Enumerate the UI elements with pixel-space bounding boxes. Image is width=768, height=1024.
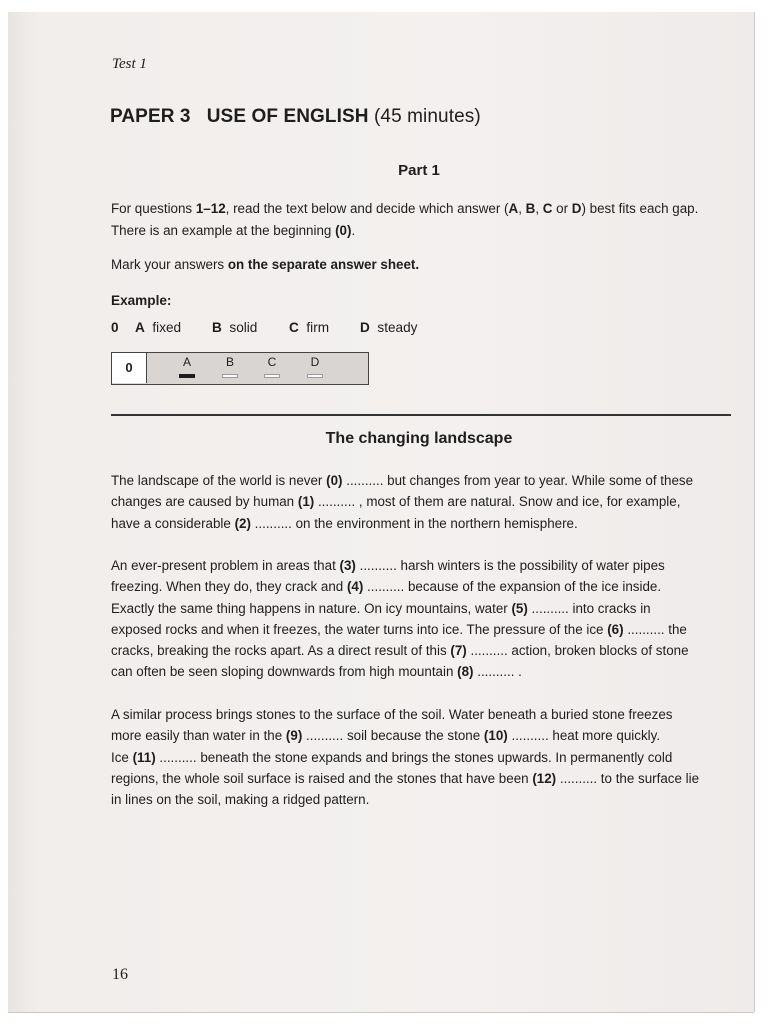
example-option-d [360, 320, 417, 335]
example-option-a [135, 320, 181, 335]
answer-sheet-note: on the separate answer sheet. [227, 257, 420, 272]
text-segment: .......... heat more quickly. [507, 728, 661, 744]
answer-lozenge-a [179, 374, 195, 378]
text-paragraph-2 [111, 555, 731, 683]
instructions-text: Mark your answers [111, 257, 228, 272]
text-line [111, 555, 731, 576]
gap-number: (1) [297, 494, 315, 510]
text-segment: changes are caused by human [111, 494, 298, 510]
instructions-text: , read the text below and decide which answer ( [225, 201, 509, 216]
text-segment: .......... harsh winters is the possibility of water pipes [355, 558, 665, 573]
text-line [111, 725, 731, 746]
instructions-text: . [351, 222, 356, 238]
text-segment: .......... on the environment in the northern hemisphere. [250, 515, 578, 531]
gap-number: (8) [457, 664, 474, 680]
text-line [111, 619, 731, 640]
gap-number: (12) [532, 770, 557, 786]
paper-title [110, 106, 481, 128]
text-line [111, 598, 731, 619]
answer-lozenge-c [264, 374, 280, 378]
option-letter: A [135, 320, 145, 335]
gap-number: (9) [285, 728, 303, 744]
instructions-line-1 [111, 198, 698, 220]
text-line [111, 576, 731, 597]
answer-lozenge-d [307, 374, 323, 378]
gap-number: (2) [234, 515, 251, 531]
gap-number: (6) [607, 621, 624, 637]
text-line [111, 661, 731, 682]
answer-letter-b: B [225, 355, 234, 369]
instructions-text: ) best fits each gap. [581, 201, 699, 216]
answer-lozenge-b [222, 374, 238, 378]
text-segment: .......... soil because the stone [302, 728, 484, 744]
text-line [111, 513, 731, 534]
answer-letter-c: C [267, 355, 277, 369]
option-letter: C [289, 320, 299, 335]
option-letter: C [542, 201, 553, 216]
example-answer-box [111, 352, 369, 385]
text-segment: regions, the whole soil surface is raised and the stones that have been [111, 770, 533, 786]
instructions-text: or [552, 201, 572, 216]
text-line [111, 747, 731, 768]
text-segment: .......... action, broken blocks of stone [466, 643, 689, 659]
option-word: fixed [152, 320, 182, 335]
text-line [111, 640, 731, 661]
option-letter: B [212, 320, 222, 335]
gap-number: (4) [346, 579, 364, 595]
text-segment: in lines on the soil, making a ridged pattern. [111, 792, 370, 808]
text-segment: An ever-present problem in areas that [111, 558, 340, 573]
text-segment: Ice [111, 749, 133, 765]
option-word: solid [229, 320, 258, 335]
text-segment: .......... to the surface lie [556, 770, 700, 786]
running-head: Test 1 [112, 56, 147, 72]
text-segment: .......... but changes from year to year. While some of these [342, 473, 694, 488]
mark-answers-instruction [111, 254, 419, 276]
text-segment: .......... , most of them are natural. Snow and ice, for example, [314, 494, 681, 510]
option-letter: A [508, 201, 519, 216]
text-segment: .......... beneath the stone expands and brings the stones upwards. In permanently cold [155, 749, 673, 765]
example-options [111, 320, 431, 340]
exam-page [8, 12, 754, 1012]
section-divider [111, 414, 731, 416]
option-letter: B [525, 201, 536, 216]
text-line [111, 470, 731, 491]
text-segment: .......... the [623, 621, 687, 637]
gap-number: (3) [339, 558, 356, 573]
text-segment: freezing. When they do, they crack and [111, 579, 347, 595]
text-segment: exposed rocks and when it freezes, the water turns into ice. The pressure of the ice [111, 621, 608, 637]
gap-number: (11) [132, 749, 156, 765]
text-paragraph-3 [111, 704, 731, 810]
page-number: 16 [112, 966, 128, 983]
option-word: firm [306, 320, 330, 335]
text-line [111, 768, 731, 789]
paper-duration: (45 minutes) [373, 106, 481, 127]
option-letter: D [360, 320, 370, 335]
text-line [111, 491, 731, 512]
instructions-text: , [535, 201, 543, 216]
instructions [111, 198, 698, 241]
text-line [111, 789, 731, 810]
instructions-text: There is an example at the beginning [111, 222, 336, 238]
paper-title-text: PAPER 3 USE OF ENGLISH [110, 106, 369, 127]
text-paragraph-1 [111, 470, 731, 534]
text-segment: can often be seen sloping downwards from high mountain [111, 664, 458, 680]
text-segment: Exactly the same thing happens in nature. On icy mountains, water [111, 600, 512, 616]
text-title: The changing landscape [325, 430, 513, 447]
answer-letter-d: D [310, 355, 320, 369]
text-line [111, 704, 731, 725]
answer-letter-a: A [182, 355, 191, 369]
text-segment: A similar process brings stones to the surface of the soil. Water beneath a buried stone freezes [111, 707, 673, 722]
answer-box-number: 0 [112, 353, 147, 383]
gap-number: (0) [326, 473, 343, 488]
gap-number: (7) [450, 643, 467, 659]
example-number: 0 [111, 320, 119, 335]
part-heading: Part 1 [398, 162, 440, 179]
option-letter: D [571, 201, 582, 216]
question-range: 1–12 [195, 201, 226, 216]
gap-number: (10) [483, 728, 508, 744]
instructions-text: , [518, 201, 526, 216]
text-segment: .......... because of the expansion of the ice inside. [363, 579, 662, 595]
example-label: Example: [111, 293, 172, 308]
option-word: steady [377, 320, 418, 335]
text-segment: The landscape of the world is never [111, 473, 327, 488]
example-option-c [289, 320, 329, 335]
text-segment: .......... . [473, 664, 522, 680]
instructions-line-2 [111, 220, 698, 242]
text-segment: more easily than water in the [111, 728, 286, 744]
text-segment: cracks, breaking the rocks apart. As a direct result of this [111, 643, 451, 659]
text-segment: have a considerable [111, 515, 235, 531]
example-option-b [212, 320, 257, 335]
instructions-text: For questions [111, 201, 196, 216]
gap-number: (5) [511, 600, 528, 616]
text-segment: .......... into cracks in [527, 600, 651, 616]
example-ref: (0) [335, 222, 352, 238]
